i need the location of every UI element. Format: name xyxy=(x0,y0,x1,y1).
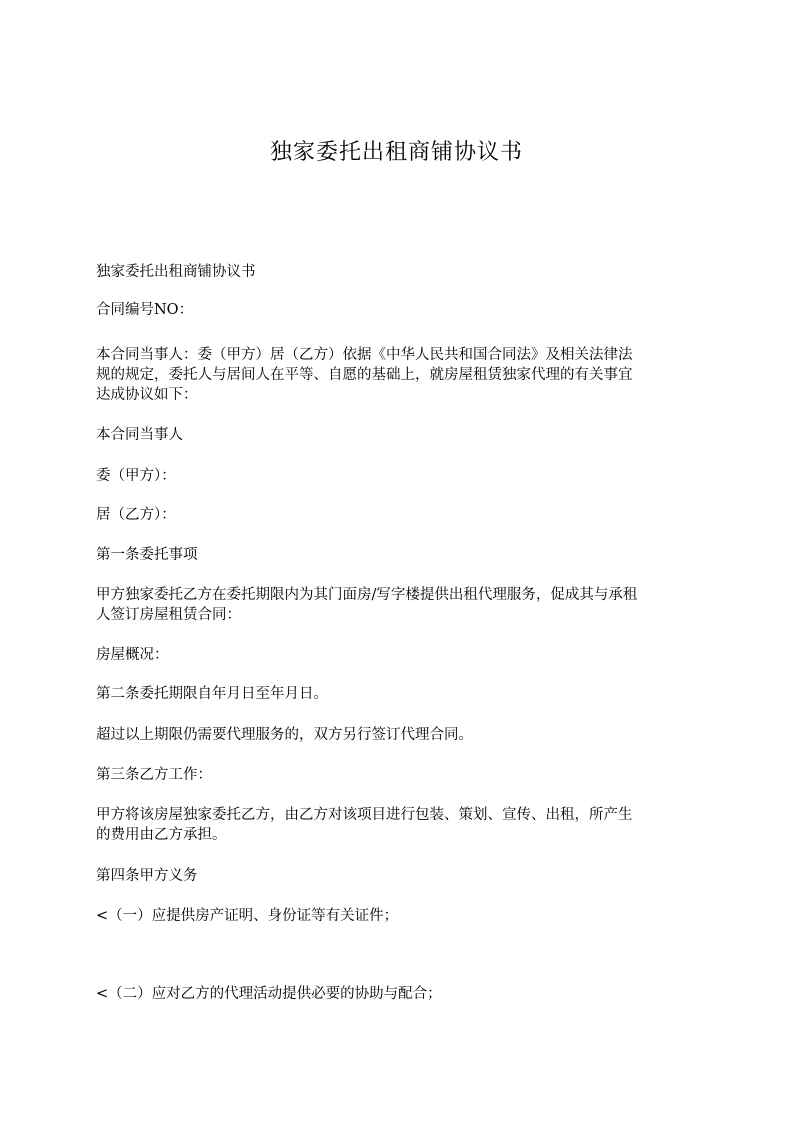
document-title: 独家委托出租商铺协议书 xyxy=(269,140,523,165)
text-line: 本合同当事人：委（甲方）居（乙方）依据《中华人民共和国合同法》及相关法律法 xyxy=(96,347,633,363)
paragraph-extension: 超过以上期限仍需要代理服务的，双方另行签订代理合同。 xyxy=(96,727,473,743)
paragraph-party-b: 居（乙方）： xyxy=(96,507,176,523)
paragraph-party-a: 委（甲方）： xyxy=(96,468,176,484)
text-line: 达成协议如下： xyxy=(96,387,198,403)
paragraph-article-4-heading: 第四条甲方义务 xyxy=(96,868,198,884)
paragraph-article-3-heading: 第三条乙方工作： xyxy=(96,767,212,783)
paragraph-article-2: 第二条委托期限自年月日至年月日。 xyxy=(96,686,328,702)
paragraph-parties-intro xyxy=(96,345,701,405)
text-line: 甲方将该房屋独家委托乙方，由乙方对该项目进行包装、策划、宣传、出租，所产生 xyxy=(96,807,633,823)
paragraph-article-1-body xyxy=(96,585,701,625)
paragraph-doc-name: 独家委托出租商铺协议书 xyxy=(96,264,256,280)
paragraph-contract-number: 合同编号NO： xyxy=(96,302,194,318)
paragraph-article-4-item-2: <（二）应对乙方的代理活动提供必要的协助与配合； xyxy=(96,986,442,1002)
text-line: 规的规定，委托人与居间人在平等、自愿的基础上，就房屋租赁独家代理的有关事宜 xyxy=(96,367,633,383)
text-line: 甲方独家委托乙方在委托期限内为其门面房/写字楼提供出租代理服务，促成其与承租 xyxy=(96,587,638,603)
text-line: 人签订房屋租赁合同： xyxy=(96,607,241,623)
paragraph-parties-heading: 本合同当事人 xyxy=(96,427,183,443)
paragraph-article-4-item-1: <（一）应提供房产证明、身份证等有关证件； xyxy=(96,908,399,924)
paragraph-article-1-heading: 第一条委托事项 xyxy=(96,547,198,563)
paragraph-property-overview: 房屋概况： xyxy=(96,647,169,663)
text-line: 的费用由乙方承担。 xyxy=(96,827,227,843)
paragraph-article-3-body xyxy=(96,805,701,845)
